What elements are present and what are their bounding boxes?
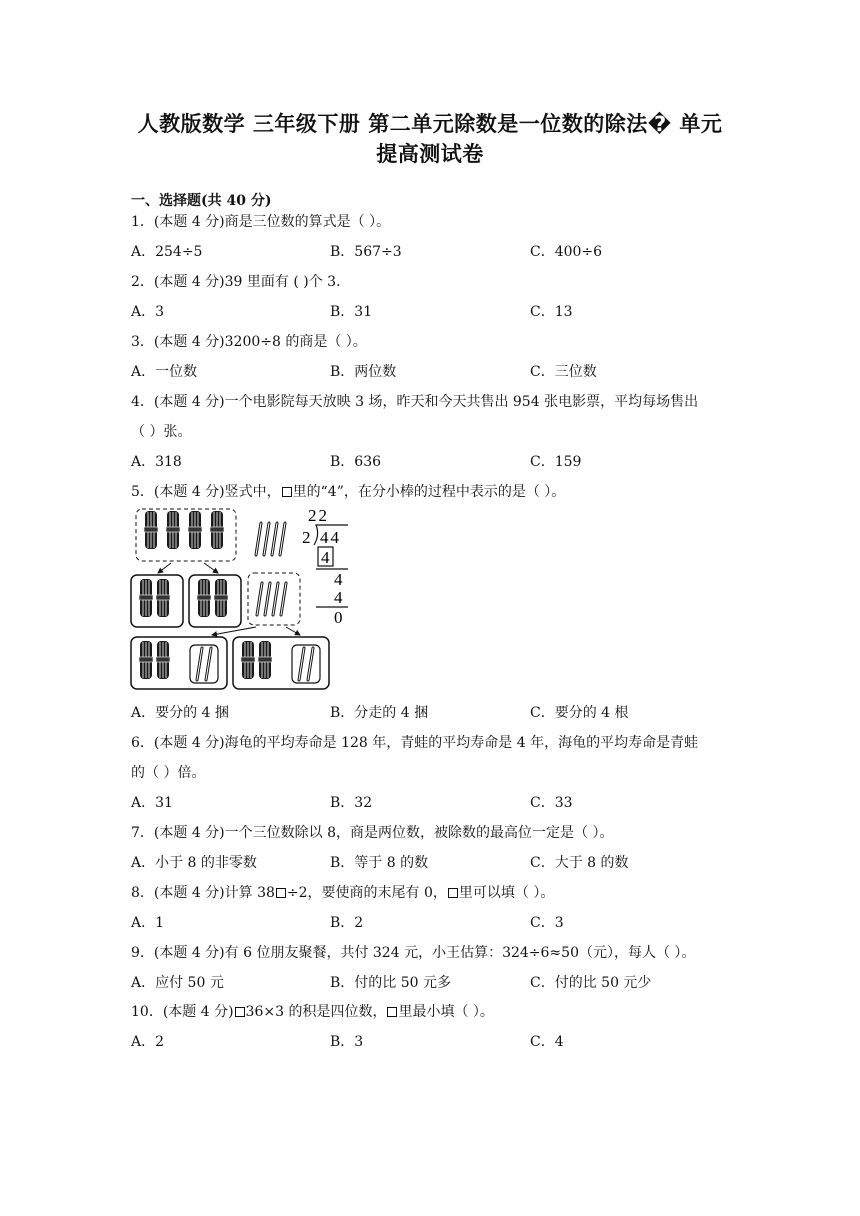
question-1-option-b[interactable]: B．567÷3	[330, 244, 402, 260]
question-5-option-c[interactable]: C．要分的 4 根	[530, 705, 629, 721]
question-7-option-b[interactable]: B．等于 8 的数	[330, 855, 429, 871]
step-2: 4	[334, 570, 343, 589]
question-10-option-b[interactable]: B．3	[330, 1034, 364, 1050]
question-6-stem: 6．(本题 4 分)海龟的平均寿命是 128 年，青蛙的平均寿命是 4 年，海龟的平均寿命是青蛙	[131, 735, 699, 751]
section-heading: 一、选择题(共 40 分)	[131, 193, 272, 209]
question-3-option-b[interactable]: B．两位数	[330, 364, 397, 380]
question-10-option-a[interactable]: A．2	[131, 1034, 165, 1050]
blank-box-icon	[282, 487, 292, 497]
question-7-option-c[interactable]: C．大于 8 的数	[530, 855, 629, 871]
question-8-stem-post2: 里可以填（ ）。	[458, 885, 555, 901]
question-6-option-c[interactable]: C．33	[530, 795, 573, 811]
quotient: 22	[308, 506, 329, 525]
question-9-stem: 9．(本题 4 分)有 6 位朋友聚餐，共付 324 元，小王估算：324÷6≈50（元），每人（ ）。	[131, 945, 696, 961]
question-3-option-c[interactable]: C．三位数	[530, 364, 597, 380]
question-5-option-b[interactable]: B．分走的 4 捆	[330, 705, 429, 721]
question-10-stem	[131, 1001, 494, 1021]
question-9-option-c[interactable]: C．付的比 50 元少	[530, 975, 652, 991]
blank-box-icon	[276, 888, 286, 898]
question-9-option-a[interactable]: A．应付 50 元	[131, 975, 224, 991]
question-2-option-c[interactable]: C．13	[530, 304, 573, 320]
question-4-option-a[interactable]: A．318	[131, 454, 182, 470]
question-6-option-b[interactable]: B．32	[330, 795, 373, 811]
question-4-option-b[interactable]: B．636	[330, 454, 382, 470]
question-2-stem: 2．(本题 4 分)39 里面有 ( )个 3．	[131, 274, 351, 290]
long-division-figure	[298, 505, 358, 627]
question-10-stem-post: 36×3 的积是四位数，	[245, 1004, 387, 1020]
question-6-option-a[interactable]: A．31	[131, 795, 173, 811]
question-1-option-a[interactable]: A．254÷5	[131, 244, 203, 260]
question-7-stem: 7．(本题 4 分)一个三位数除以 8，商是两位数，被除数的最高位一定是（ ）。	[131, 825, 614, 841]
question-2-option-a[interactable]: A．3	[131, 304, 165, 320]
question-9-option-b[interactable]: B．付的比 50 元多	[330, 975, 452, 991]
blank-box-icon	[387, 1007, 397, 1017]
question-8-option-c[interactable]: C．3	[530, 915, 564, 931]
question-8-stem-pre: 8．(本题 4 分)计算 38	[131, 885, 275, 901]
question-8-stem-post: ÷2，要使商的末尾有 0，	[286, 885, 447, 901]
question-7-option-a[interactable]: A．小于 8 的非零数	[131, 855, 257, 871]
doc-title-line1: 人教版数学 三年级下册 第二单元除数是一位数的除法� 单元	[137, 112, 723, 136]
divisor: 2	[302, 528, 311, 547]
question-8-option-a[interactable]: A．1	[131, 915, 165, 931]
question-5-stem-pre: 5．(本题 4 分)竖式中，	[131, 484, 281, 500]
question-5-stem	[131, 481, 565, 501]
question-10-option-c[interactable]: C．4	[530, 1034, 564, 1050]
question-10-stem-post2: 里最小填（ ）。	[398, 1004, 494, 1020]
question-4-stem-line2: （ ）张。	[131, 424, 192, 440]
question-2-option-b[interactable]: B．31	[330, 304, 373, 320]
question-6-stem-line2: 的（ ）倍。	[131, 765, 206, 781]
boxed-digit: 4	[321, 548, 330, 567]
question-5-option-a[interactable]: A．要分的 4 捆	[131, 705, 229, 721]
question-3-stem: 3．(本题 4 分)3200÷8 的商是（ ）。	[131, 334, 367, 350]
question-3-option-a[interactable]: A．一位数	[131, 364, 198, 380]
step-3: 4	[334, 588, 343, 607]
question-1-stem: 1．(本题 4 分)商是三位数的算式是（ ）。	[131, 214, 391, 230]
doc-title-line2: 提高测试卷	[376, 142, 484, 166]
question-8-option-b[interactable]: B．2	[330, 915, 364, 931]
question-4-stem: 4．(本题 4 分)一个电影院每天放映 3 场，昨天和今天共售出 954 张电影票，平均每场售出	[131, 394, 699, 410]
blank-box-icon	[235, 1007, 245, 1017]
question-5-stem-post: 里的“4”，在分小棒的过程中表示的是（ ）。	[292, 484, 566, 500]
remainder: 0	[334, 608, 343, 627]
question-1-option-c[interactable]: C．400÷6	[530, 244, 603, 260]
blank-box-icon	[448, 888, 458, 898]
question-8-stem	[131, 882, 554, 902]
question-10-stem-pre: 10．(本题 4 分)	[131, 1004, 234, 1020]
question-4-option-c[interactable]: C．159	[530, 454, 582, 470]
dividend: 44	[320, 528, 341, 547]
